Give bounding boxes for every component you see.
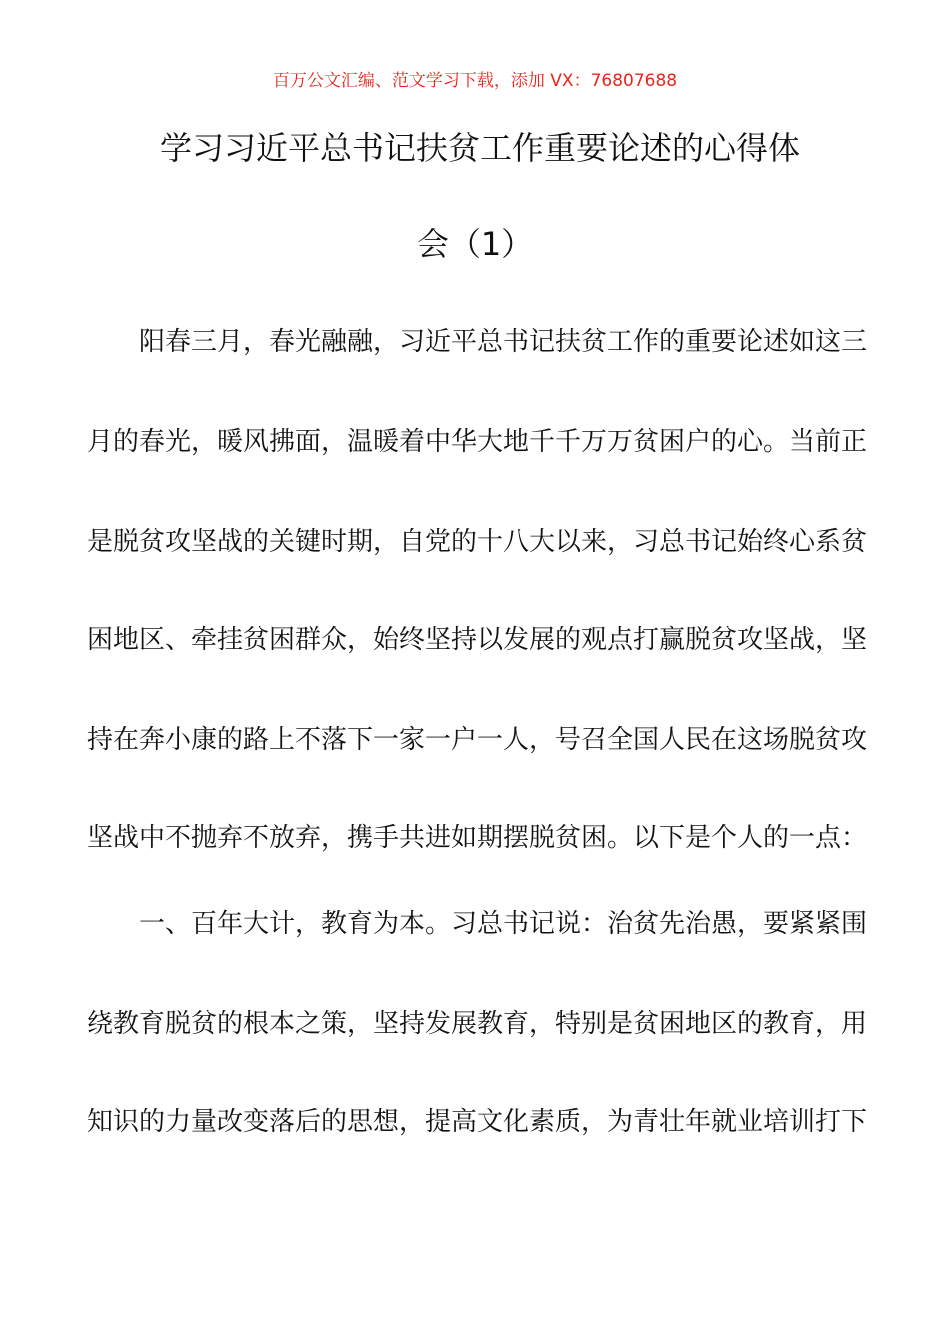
header-notice: 百万公文汇编、范文学习下载，添加 VX：76807688 (272, 71, 678, 91)
paragraph-2-line-1: 一、百年大计，教育为本。习总书记说：治贫先治愚，要紧紧围 (139, 909, 868, 939)
paragraph-1-line-4: 困地区、牵挂贫困群众，始终坚持以发展的观点打赢脱贫攻坚战，坚 (87, 625, 868, 655)
paragraph-1-line-6: 坚战中不抛弃不放弃，携手共进如期摆脱贫困。以下是个人的一点： (87, 823, 868, 853)
paragraph-1-line-5: 持在奔小康的路上不落下一家一户一人，号召全国人民在这场脱贫攻 (87, 725, 868, 755)
paragraph-2-line-3: 知识的力量改变落后的思想，提高文化素质，为青壮年就业培训打下 (87, 1107, 868, 1137)
document-title-line-1: 学习习近平总书记扶贫工作重要论述的心得体 (160, 129, 801, 167)
document-title-line-2: 会（1） (416, 225, 534, 263)
paragraph-1-line-2: 月的春光，暖风拂面，温暖着中华大地千千万万贫困户的心。当前正 (87, 427, 868, 457)
paragraph-1-line-3: 是脱贫攻坚战的关键时期，自党的十八大以来，习总书记始终心系贫 (87, 527, 868, 557)
paragraph-2-line-2: 绕教育脱贫的根本之策，坚持发展教育，特别是贫困地区的教育，用 (87, 1009, 868, 1039)
paragraph-1-line-1: 阳春三月，春光融融，习近平总书记扶贫工作的重要论述如这三 (139, 327, 868, 357)
